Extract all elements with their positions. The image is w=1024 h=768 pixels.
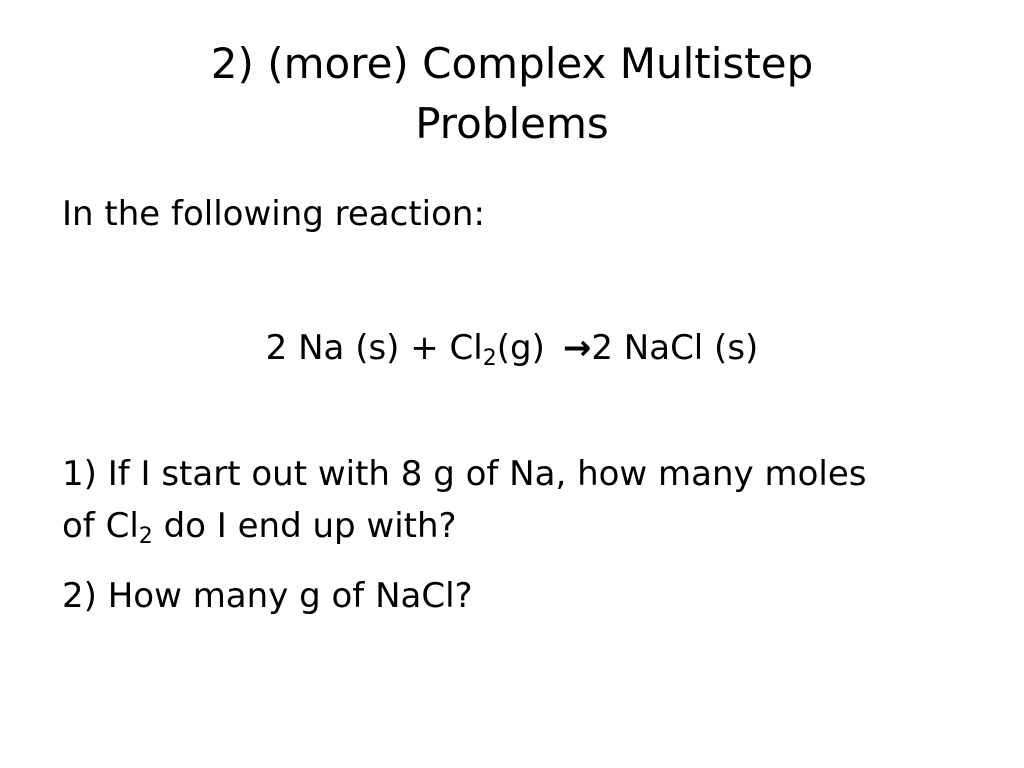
chemical-equation	[0, 322, 1024, 374]
question-2: 2) How many g of NaCl?	[62, 576, 473, 616]
question-1-line-2-suffix: do I end up with?	[152, 506, 457, 546]
question-1	[62, 448, 962, 552]
question-1-line-1: 1) If I start out with 8 g of Na, how many moles	[62, 454, 867, 494]
question-1-chlorine-subscript: 2	[138, 524, 153, 549]
question-1-line-2	[62, 500, 962, 552]
slide-title	[40, 34, 984, 154]
reaction-arrow-icon: →	[562, 328, 592, 368]
slide-title-line-2: Problems	[415, 99, 609, 148]
equation-reactants: 2 Na (s) + Cl	[265, 328, 483, 368]
intro-text: In the following reaction:	[62, 194, 485, 234]
equation-gas-state: (g)	[496, 328, 545, 368]
chlorine-subscript: 2	[482, 346, 497, 371]
question-1-line-2-prefix: of Cl	[62, 506, 139, 546]
slide-title-line-1: 2) (more) Complex Multistep	[210, 39, 814, 88]
equation-products: 2 NaCl (s)	[591, 328, 759, 368]
